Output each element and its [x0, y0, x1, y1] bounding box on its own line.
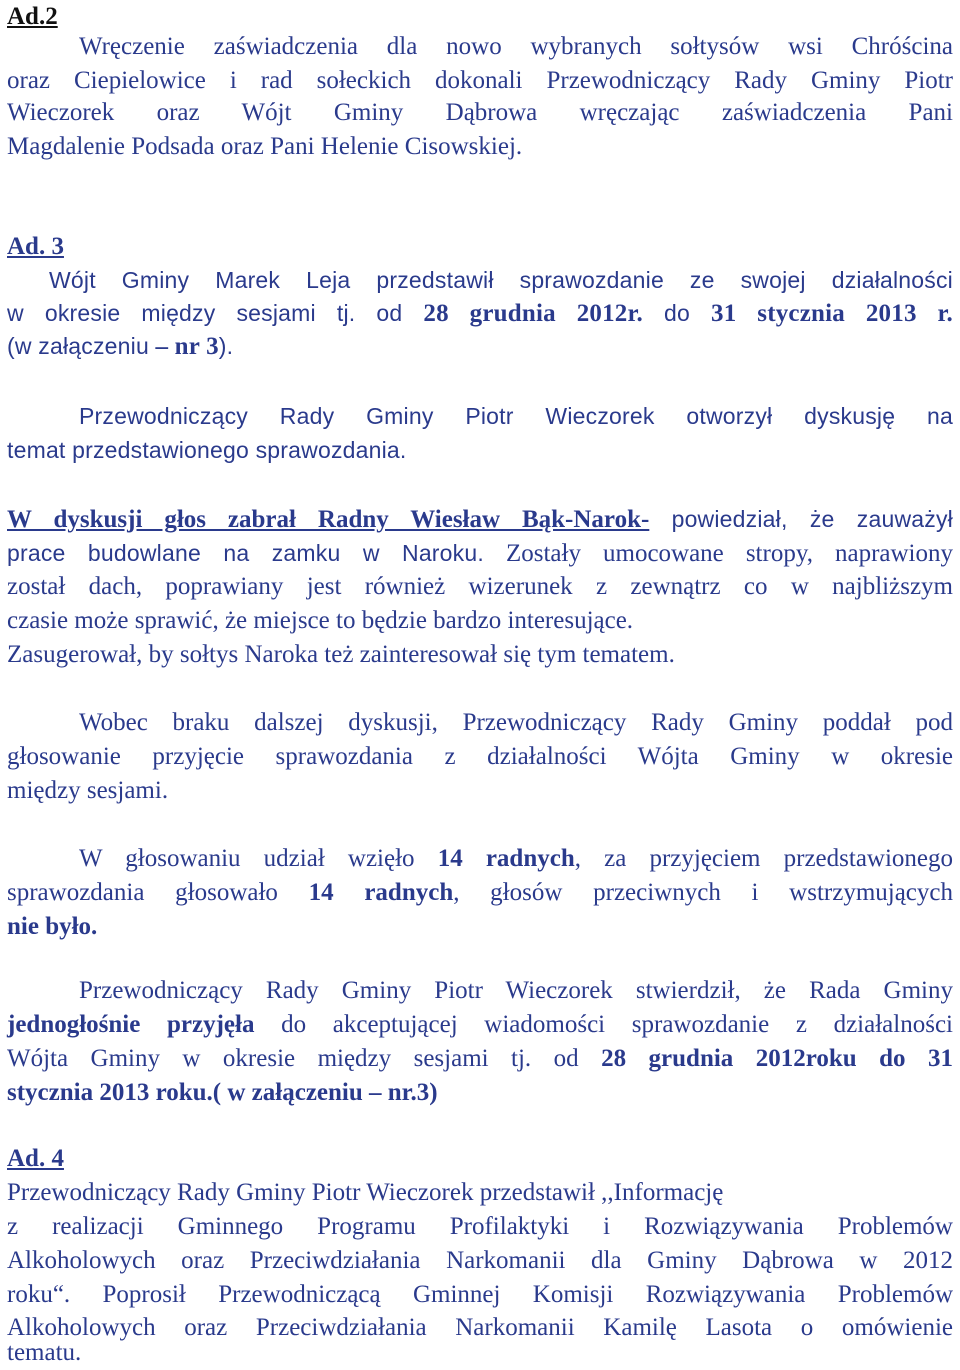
- ad3-p6-line-2-b: do akceptującej wiadomości sprawozdanie z działalności: [254, 1011, 953, 1038]
- ad3-p5-votes-for: 14 radnych: [308, 879, 454, 906]
- ad3-line-2-a: w okresie między sesjami tj. od: [7, 300, 424, 326]
- ad3-p3-line-1: [7, 502, 953, 536]
- ad3-p5-line-3: nie było.: [7, 913, 98, 940]
- ad3-p6-line-3-a: Wójta Gminy w okresie między sesjami tj. od: [7, 1045, 602, 1072]
- ad3-p4-line-3: między sesjami.: [7, 777, 169, 804]
- ad4-line-1: Przewodniczący Rady Gminy Piotr Wieczorek przedstawił ,,Informację: [7, 1179, 724, 1206]
- ad3-p5-line-2-c: , głosów przeciwnych i wstrzymujących: [453, 879, 954, 906]
- ad2-line-1: Wręczenie zaświadczenia dla nowo wybranych sołtysów wsi Chróścina: [79, 33, 953, 60]
- ad3-p4-line-1: Wobec braku dalszej dyskusji, Przewodniczący Rady Gminy poddał pod: [79, 709, 953, 736]
- ad3-attachment-ref: – nr 3: [155, 333, 219, 360]
- ad3-line-3-a: (w załączeniu: [7, 333, 156, 359]
- ad2-line-2: oraz Ciepielowice i rad sołeckich dokonali Przewodniczący Rady Gminy Piotr: [7, 67, 953, 94]
- ad3-p5-attendance: 14 radnych: [437, 845, 575, 872]
- ad3-p5-line-2: [7, 876, 953, 910]
- ad3-p3-line-2-b: Zostały umocowane stropy, naprawiony: [483, 540, 953, 567]
- ad2-line-4: Magdalenie Podsada oraz Pani Helenie Cisowskiej.: [7, 133, 523, 160]
- ad3-p2-line-2: temat przedstawionego sprawozdania.: [7, 437, 407, 463]
- ad3-speaker: W dyskusji głos zabrał Radny Wiesław Bąk-Narok-: [7, 506, 650, 533]
- ad3-p6-line-3: [7, 1042, 953, 1076]
- ad3-p6-line-4: stycznia 2013 roku.( w załączeniu – nr.3): [7, 1079, 438, 1106]
- ad3-p3-line-2: [7, 536, 953, 570]
- ad3-p5-line-1-c: , za przyjęciem przedstawionego: [574, 845, 954, 872]
- ad3-line-2-c: do: [642, 300, 711, 326]
- ad3-line-3-c: ).: [218, 333, 234, 359]
- ad3-p3-line-2-a: prace budowlane na zamku w Naroku.: [7, 540, 484, 566]
- ad4-line-4: roku“. Poprosił Przewodniczącą Gminnej Komisji Rozwiązywania Problemów: [7, 1281, 953, 1308]
- ad3-p5-line-1: [7, 842, 953, 876]
- ad4-line-5: Alkoholowych oraz Przeciwdziałania Narkomanii Kamilę Lasota o omówienie: [7, 1314, 953, 1341]
- ad2-line-3: Wieczorek oraz Wójt Gminy Dąbrowa wręczając zaświadczenia Pani: [7, 99, 953, 126]
- ad4-heading: [7, 1142, 953, 1176]
- ad3-p5-line-2-a: sprawozdania głosowało: [7, 879, 309, 906]
- ad3-line-1: Wójt Gminy Marek Leja przedstawił sprawozdanie ze swojej działalności: [49, 267, 953, 293]
- ad4-line-2: z realizacji Gminnego Programu Profilaktyki i Rozwiązywania Problemów: [7, 1213, 953, 1240]
- ad3-p6-unanimous: jednogłośnie przyjęła: [7, 1011, 255, 1038]
- ad3-p2-line-1: Przewodniczący Rady Gminy Piotr Wieczorek otworzył dyskusję na: [79, 403, 953, 429]
- ad3-p3-line-3: został dach, poprawiany jest również wizerunek z zewnątrz co w najbliższym: [7, 573, 953, 600]
- ad3-date-from: 28 grudnia 2012r.: [423, 300, 643, 327]
- ad3-date-to: 31 stycznia 2013 r.: [711, 300, 953, 327]
- ad3-line-3: [7, 329, 953, 363]
- ad3-p6-line-2: [7, 1008, 953, 1042]
- ad4-line-3: Alkoholowych oraz Przeciwdziałania Narkomanii dla Gminy Dąbrowa w 2012: [7, 1247, 953, 1274]
- ad3-p5-line-1-a: W głosowaniu udział wzięło: [79, 845, 438, 872]
- ad3-p4-line-2: głosowanie przyjęcie sprawozdania z działalności Wójta Gminy w okresie: [7, 743, 953, 770]
- ad4-line-6: tematu.: [7, 1339, 82, 1366]
- ad3-heading-text: Ad. 3: [7, 233, 64, 260]
- ad3-p3-line-1-rest: powiedział, że zauważył: [649, 506, 953, 532]
- ad3-p6-line-1: Przewodniczący Rady Gminy Piotr Wieczorek stwierdził, że Rada Gminy: [79, 977, 953, 1004]
- ad3-heading: [7, 230, 953, 264]
- ad3-line-2: [7, 296, 953, 330]
- ad4-heading-text: Ad. 4: [7, 1145, 64, 1172]
- ad2-heading: Ad.2: [7, 3, 58, 30]
- ad3-p6-date-range: 28 grudnia 2012roku do 31: [601, 1045, 953, 1072]
- ad3-p3-line-4: czasie może sprawić, że miejsce to będzie bardzo interesujące.: [7, 607, 634, 634]
- ad3-p3-line-5: Zasugerował, by sołtys Naroka też zainteresował się tym tematem.: [7, 641, 675, 668]
